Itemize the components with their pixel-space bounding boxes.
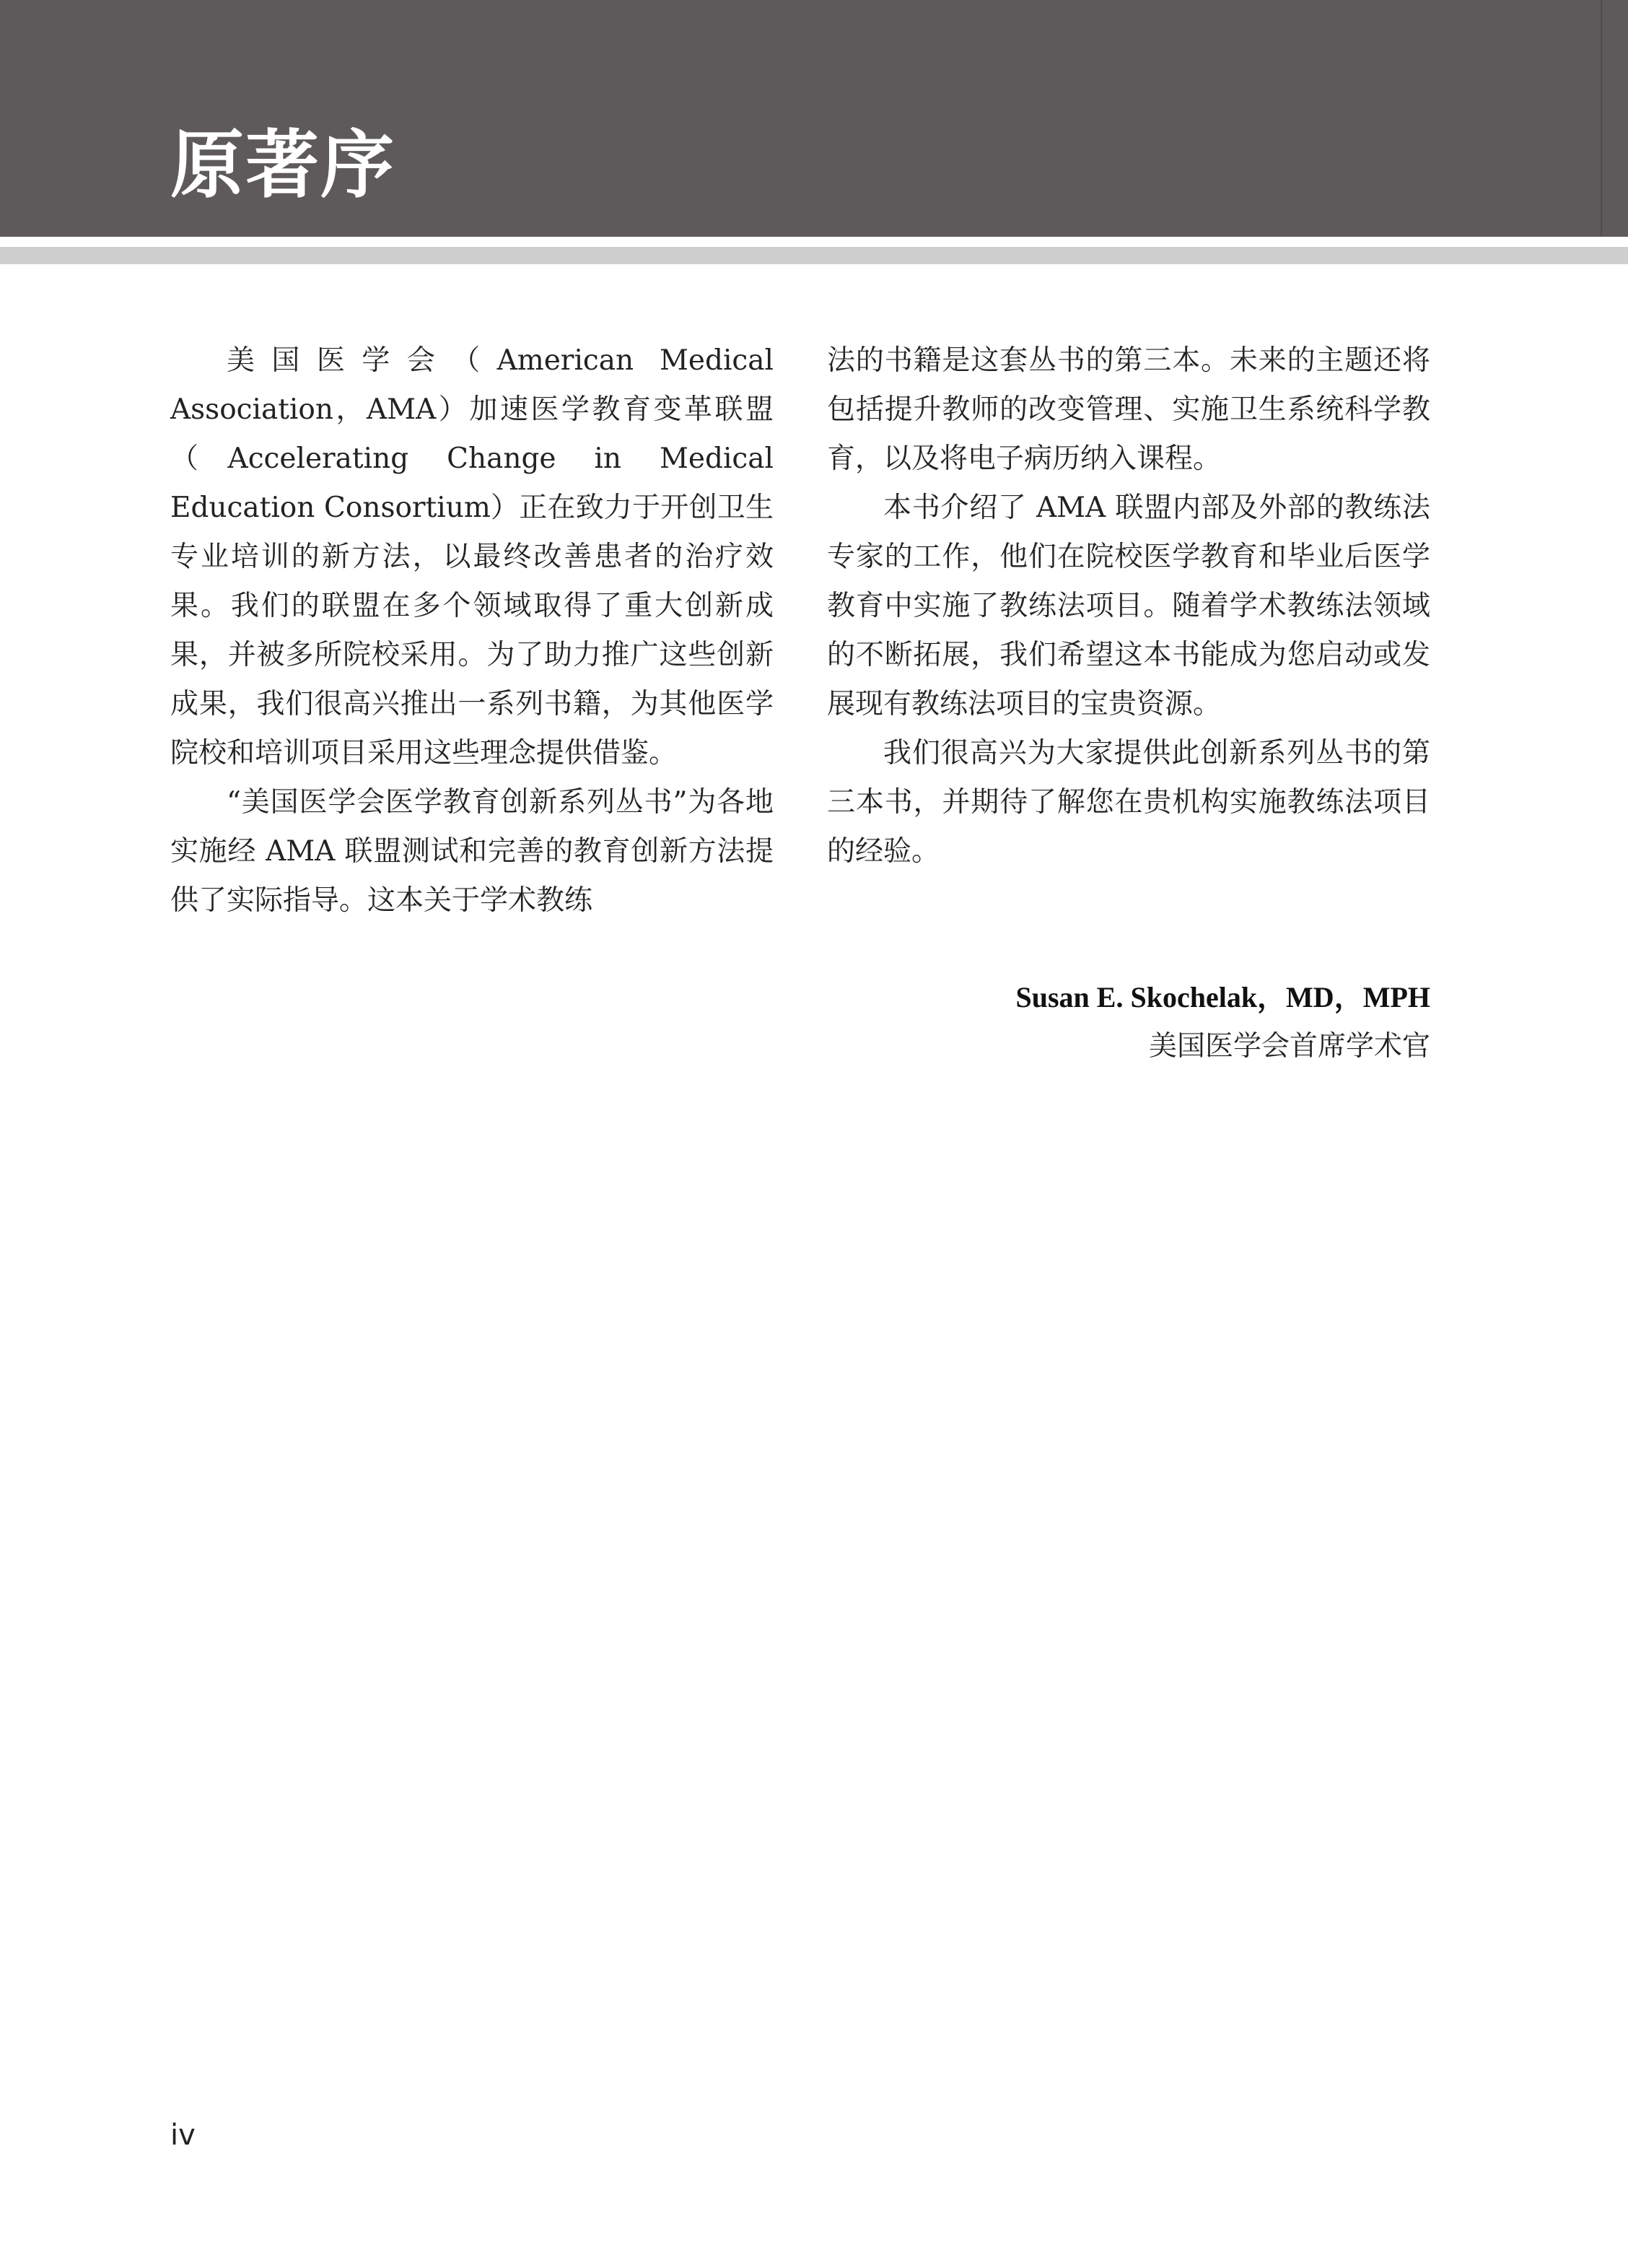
signature-title: 美国医学会首席学术官 <box>1148 1030 1430 1063</box>
right-text-column <box>827 336 1430 876</box>
body-paragraph: 美国医学会（American Medical Association，AMA）加速医学教育变革联盟（Accelerating Change in Medical Education Consortium）正在致力于开创卫生专业培训的新方法，以最终改善患者的治疗效果。我们的联盟在多个领域取得了重大创新成果，并被多所院校采用。为了助力推广这些创新成果，我们很高兴推出一系列书籍，为其他医学院校和培训项目采用这些理念提供借鉴。 <box>170 344 774 769</box>
header-edge-line <box>1601 0 1602 237</box>
signature-block <box>1015 973 1430 1071</box>
chapter-header-band <box>0 0 1628 237</box>
left-text-column <box>170 336 774 925</box>
header-rule-bar <box>0 247 1628 264</box>
signature-name: Susan E. Skochelak，MD，MPH <box>1015 981 1430 1013</box>
chapter-title: 原著序 <box>170 123 395 209</box>
header-rule-gap <box>0 237 1628 247</box>
body-paragraph-continued: 法的书籍是这套丛书的第三本。未来的主题还将包括提升教师的改变管理、实施卫生系统科学教育，以及将电子病历纳入课程。 <box>827 344 1430 475</box>
page-number: iv <box>170 2119 196 2152</box>
body-paragraph: 我们很高兴为大家提供此创新系列丛书的第三本书，并期待了解您在贵机构实施教练法项目的经验。 <box>827 737 1430 868</box>
body-paragraph: “美国医学会医学教育创新系列丛书”为各地实施经 AMA 联盟测试和完善的教育创新方法提供了实际指导。这本关于学术教练 <box>170 786 774 917</box>
body-paragraph: 本书介绍了 AMA 联盟内部及外部的教练法专家的工作，他们在院校医学教育和毕业后医学教育中实施了教练法项目。随着学术教练法领域的不断拓展，我们希望这本书能成为您启动或发展现有教练法项目的宝贵资源。 <box>827 492 1430 720</box>
